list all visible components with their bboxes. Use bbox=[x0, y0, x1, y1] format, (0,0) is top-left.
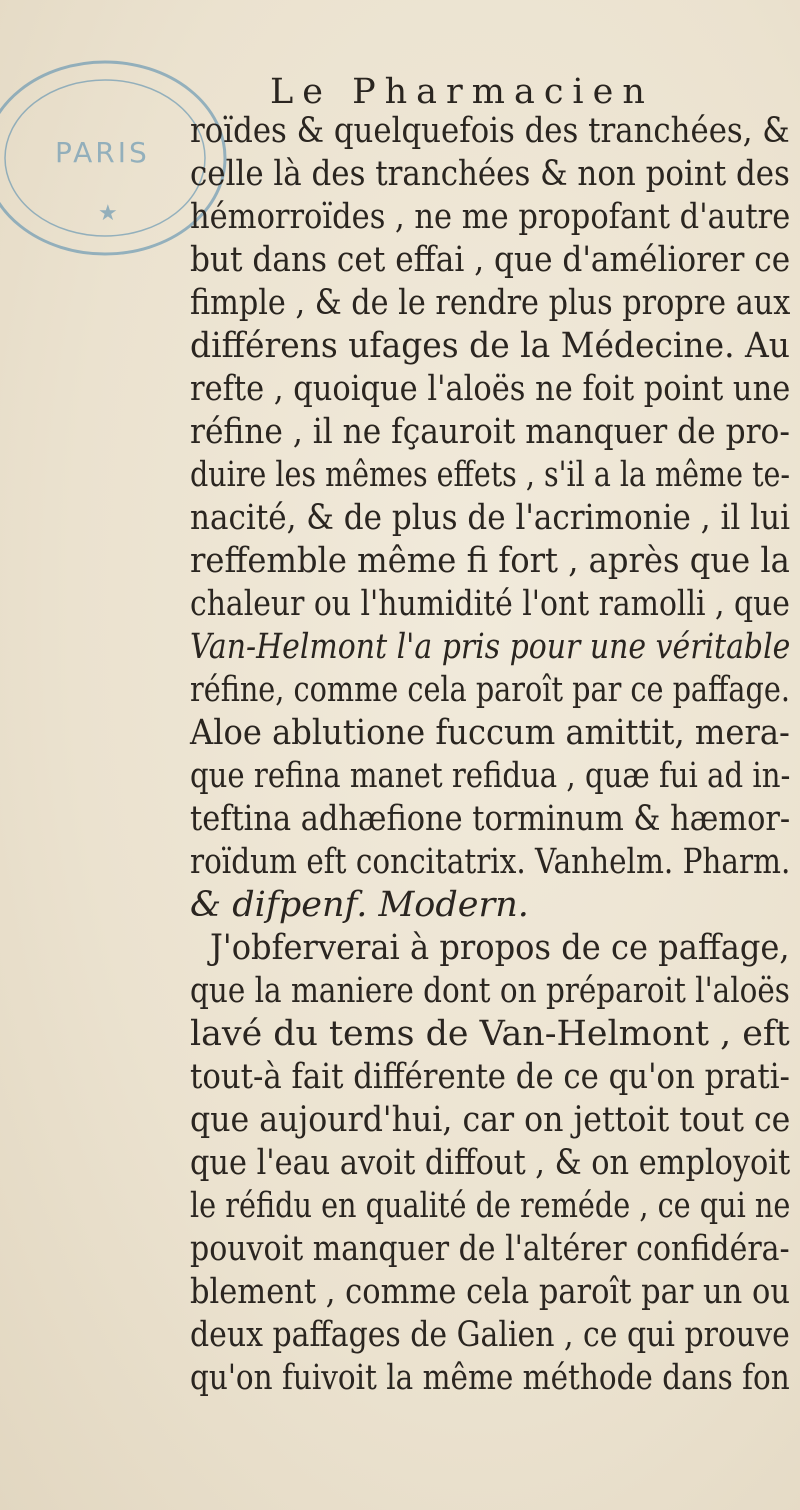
svg-text:★: ★ bbox=[98, 201, 118, 226]
text-line: Van-Helmont l'a pris pour une véritable bbox=[190, 627, 791, 667]
text-line: J'obferverai à propos de ce paffage, bbox=[210, 928, 790, 968]
text-line: & difpenf. Modern. bbox=[190, 885, 529, 925]
text-line: que aujourd'hui, car on jettoit tout ce bbox=[190, 1100, 791, 1140]
text-line: blement , comme cela paroît par un ou bbox=[190, 1272, 790, 1312]
text-line: différens ufages de la Médecine. Au bbox=[190, 326, 791, 366]
text-line: roïdes & quelquefois des tranchées, & bbox=[190, 111, 790, 151]
text-line: roïdum eft concitatrix. Vanhelm. Pharm. bbox=[190, 842, 791, 882]
text-line: fimple , & de le rendre plus propre aux bbox=[190, 283, 791, 323]
text-line: celle là des tranchées & non point des bbox=[190, 154, 790, 194]
text-line: que l'eau avoit diffout , & on employoit bbox=[190, 1143, 791, 1183]
text-line: but dans cet effai , que d'améliorer ce bbox=[190, 240, 791, 280]
text-line: nacité, & de plus de l'acrimonie , il lui bbox=[190, 498, 790, 538]
text-line: le réfidu en qualité de reméde , ce qui ne bbox=[190, 1186, 791, 1226]
text-line: refte , quoique l'aloës ne foit point une bbox=[190, 369, 791, 409]
text-line: qu'on fuivoit la même méthode dans fon bbox=[190, 1358, 790, 1398]
text-line: deux paffages de Galien , ce qui prouve bbox=[190, 1315, 790, 1355]
stamp-text: PARIS bbox=[55, 136, 150, 169]
text-line: pouvoit manquer de l'altérer confidéra- bbox=[190, 1229, 790, 1269]
text-line: hémorroïdes , ne me propofant d'autre bbox=[190, 197, 791, 237]
text-line: chaleur ou l'humidité l'ont ramolli , que bbox=[190, 584, 790, 624]
text-line: réfine , il ne fçauroit manquer de pro- bbox=[190, 412, 790, 452]
running-header: Le Pharmacien bbox=[270, 72, 654, 112]
text-line: reffemble même fi fort , après que la bbox=[190, 541, 790, 581]
text-line: que la maniere dont on préparoit l'aloës bbox=[190, 971, 790, 1011]
text-line: duire les mêmes effets , s'il a la même te- bbox=[190, 455, 791, 495]
text-line: lavé du tems de Van-Helmont , eft bbox=[190, 1014, 790, 1054]
text-line: tout-à fait différente de ce qu'on prati- bbox=[190, 1057, 790, 1097]
text-line: teftina adhæfione torminum & hæmor- bbox=[190, 799, 791, 839]
text-line: que refina manet refidua , quæ fui ad in- bbox=[190, 756, 791, 796]
text-line: Aloe ablutione fuccum amittit, mera- bbox=[190, 713, 790, 753]
text-line: réfine, comme cela paroît par ce paffage. bbox=[190, 670, 790, 710]
